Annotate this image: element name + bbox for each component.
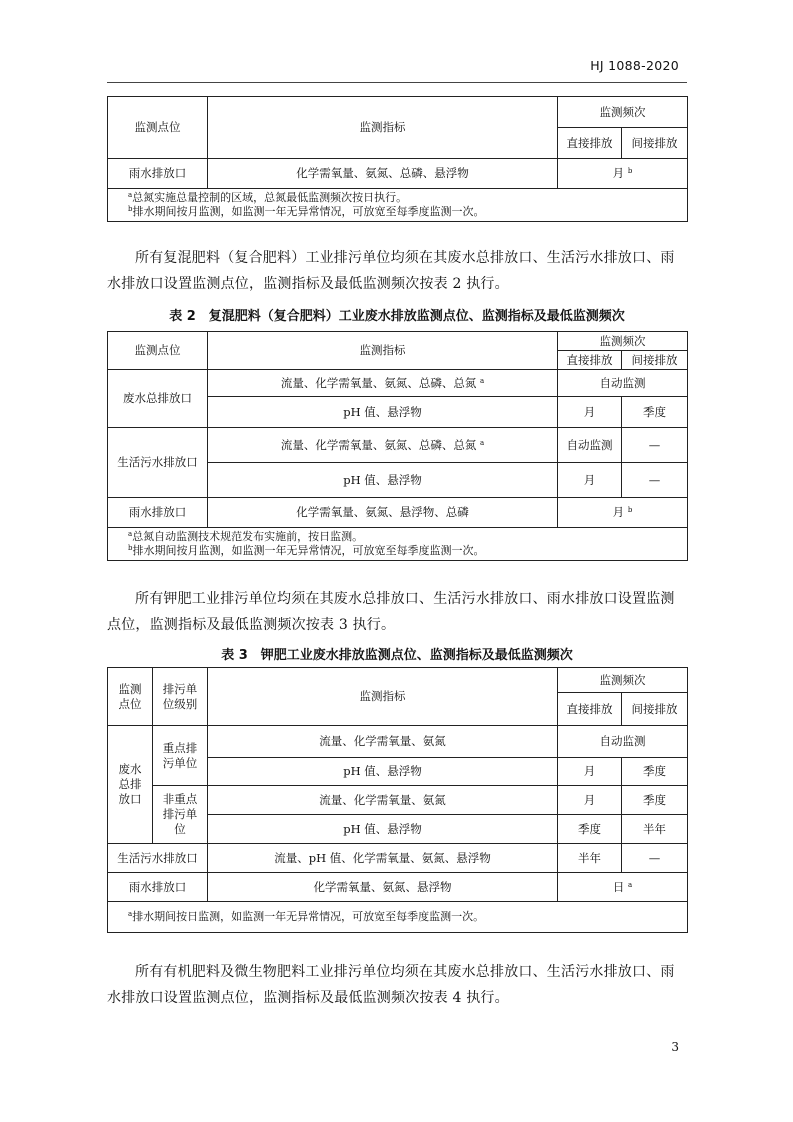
header-monitoring-index: 监测指标 bbox=[208, 332, 558, 370]
cell-index: 化学需氧量、氨氮、悬浮物 bbox=[208, 873, 558, 902]
header-indirect-discharge: 间接排放 bbox=[622, 128, 688, 159]
table-row bbox=[108, 428, 688, 463]
cell-indirect: 季度 bbox=[622, 786, 688, 815]
note-a: $^a$总氮实施总量控制的区域，总氮最低监测频次按日执行。 bbox=[128, 191, 408, 204]
table-row bbox=[108, 159, 688, 189]
cell-index: 化学需氧量、氨氮、总磷、悬浮物 bbox=[208, 159, 558, 189]
table-notes bbox=[108, 189, 688, 222]
header-monitoring-index: 监测指标 bbox=[208, 668, 558, 726]
cell-point: 雨水排放口 bbox=[108, 873, 208, 902]
cell-point: 雨水排放口 bbox=[108, 159, 208, 189]
cell-index: pH 值、悬浮物 bbox=[208, 758, 558, 786]
header-direct-discharge: 直接排放 bbox=[558, 128, 622, 159]
cell-frequency: 月 $^b$ bbox=[558, 498, 688, 528]
header-monitoring-index: 监测指标 bbox=[208, 97, 558, 159]
cell-index: 流量、化学需氧量、氨氮、总磷、总氮 $^a$ bbox=[208, 370, 558, 397]
table-row bbox=[108, 873, 688, 902]
note-b: $^b$排水期间按月监测，如监测一年无异常情况，可放宽至每季度监测一次。 bbox=[128, 205, 485, 218]
cell-direct: 月 bbox=[558, 758, 622, 786]
header-monitoring-frequency: 监测频次 bbox=[558, 668, 688, 693]
table-3 bbox=[107, 667, 688, 933]
cell-index: 流量、化学需氧量、氨氮 bbox=[208, 726, 558, 758]
header-indirect-discharge: 间接排放 bbox=[622, 693, 688, 726]
header-direct-discharge: 直接排放 bbox=[558, 693, 622, 726]
header-monitoring-point: 监测点位 bbox=[108, 97, 208, 159]
table-row bbox=[108, 498, 688, 528]
cell-index: pH 值、悬浮物 bbox=[208, 815, 558, 844]
header-indirect-discharge: 间接排放 bbox=[622, 351, 688, 370]
cell-frequency: 日 $^a$ bbox=[558, 873, 688, 902]
cell-unit-level: 重点排污单位 bbox=[153, 726, 208, 786]
cell-unit-level: 非重点排污单位 bbox=[153, 786, 208, 844]
cell-indirect: — bbox=[622, 844, 688, 873]
cell-direct: 季度 bbox=[558, 815, 622, 844]
cell-index: pH 值、悬浮物 bbox=[208, 397, 558, 428]
paragraph-3: 所有有机肥料及微生物肥料工业排污单位均须在其废水总排放口、生活污水排放口、雨水排放口设置监测点位，监测指标及最低监测频次按表 4 执行。 bbox=[107, 964, 675, 1006]
table-row bbox=[108, 726, 688, 758]
cell-frequency: 自动监测 bbox=[558, 370, 688, 397]
cell-indirect: — bbox=[622, 463, 688, 498]
header-monitoring-point: 监测点位 bbox=[108, 332, 208, 370]
cell-point: 生活污水排放口 bbox=[108, 844, 208, 873]
header-monitoring-point: 监测点位 bbox=[108, 668, 153, 726]
cell-indirect: — bbox=[622, 428, 688, 463]
note-a: $^a$排水期间按日监测，如监测一年无异常情况，可放宽至每季度监测一次。 bbox=[128, 910, 485, 923]
header-direct-discharge: 直接排放 bbox=[558, 351, 622, 370]
table-notes bbox=[108, 902, 688, 933]
document-code: HJ 1088-2020 bbox=[590, 58, 679, 73]
cell-frequency: 自动监测 bbox=[558, 726, 688, 758]
table-1-continued bbox=[107, 96, 688, 222]
cell-point: 废水总排放口 bbox=[108, 370, 208, 428]
header-monitoring-frequency: 监测频次 bbox=[558, 97, 688, 128]
header-unit-level: 排污单位级别 bbox=[153, 668, 208, 726]
table-notes bbox=[108, 528, 688, 561]
cell-direct: 自动监测 bbox=[558, 428, 622, 463]
table-row bbox=[108, 370, 688, 397]
cell-direct: 半年 bbox=[558, 844, 622, 873]
cell-index: 流量、化学需氧量、氨氮 bbox=[208, 786, 558, 815]
cell-indirect: 季度 bbox=[622, 397, 688, 428]
table-2 bbox=[107, 331, 688, 561]
cell-direct: 月 bbox=[558, 786, 622, 815]
paragraph-1: 所有复混肥料（复合肥料）工业排污单位均须在其废水总排放口、生活污水排放口、雨水排放口设置监测点位，监测指标及最低监测频次按表 2 执行。 bbox=[107, 250, 675, 292]
cell-indirect: 半年 bbox=[622, 815, 688, 844]
note-b: $^b$排水期间按月监测，如监测一年无异常情况，可放宽至每季度监测一次。 bbox=[128, 544, 485, 557]
cell-frequency: 月 $^b$ bbox=[558, 159, 688, 189]
cell-point: 生活污水排放口 bbox=[108, 428, 208, 498]
page-number: 3 bbox=[671, 1040, 679, 1054]
header-monitoring-frequency: 监测频次 bbox=[558, 332, 688, 351]
cell-direct: 月 bbox=[558, 463, 622, 498]
cell-point: 废水总排放口 bbox=[108, 726, 153, 844]
table-row bbox=[108, 844, 688, 873]
cell-point: 雨水排放口 bbox=[108, 498, 208, 528]
note-a: $^a$总氮自动监测技术规范发布实施前，按日监测。 bbox=[128, 530, 364, 543]
table-2-caption: 表 2 复混肥料（复合肥料）工业废水排放监测点位、监测指标及最低监测频次 bbox=[169, 309, 625, 324]
paragraph-2: 所有钾肥工业排污单位均须在其废水总排放口、生活污水排放口、雨水排放口设置监测点位，监测指标及最低监测频次按表 3 执行。 bbox=[107, 591, 675, 633]
cell-index: pH 值、悬浮物 bbox=[208, 463, 558, 498]
cell-index: 流量、化学需氧量、氨氮、总磷、总氮 $^a$ bbox=[208, 428, 558, 463]
cell-indirect: 季度 bbox=[622, 758, 688, 786]
cell-direct: 月 bbox=[558, 397, 622, 428]
table-row bbox=[108, 786, 688, 815]
table-3-caption: 表 3 钾肥工业废水排放监测点位、监测指标及最低监测频次 bbox=[221, 648, 573, 663]
cell-index: 流量、pH 值、化学需氧量、氨氮、悬浮物 bbox=[208, 844, 558, 873]
header-rule bbox=[107, 82, 687, 83]
cell-index: 化学需氧量、氨氮、悬浮物、总磷 bbox=[208, 498, 558, 528]
